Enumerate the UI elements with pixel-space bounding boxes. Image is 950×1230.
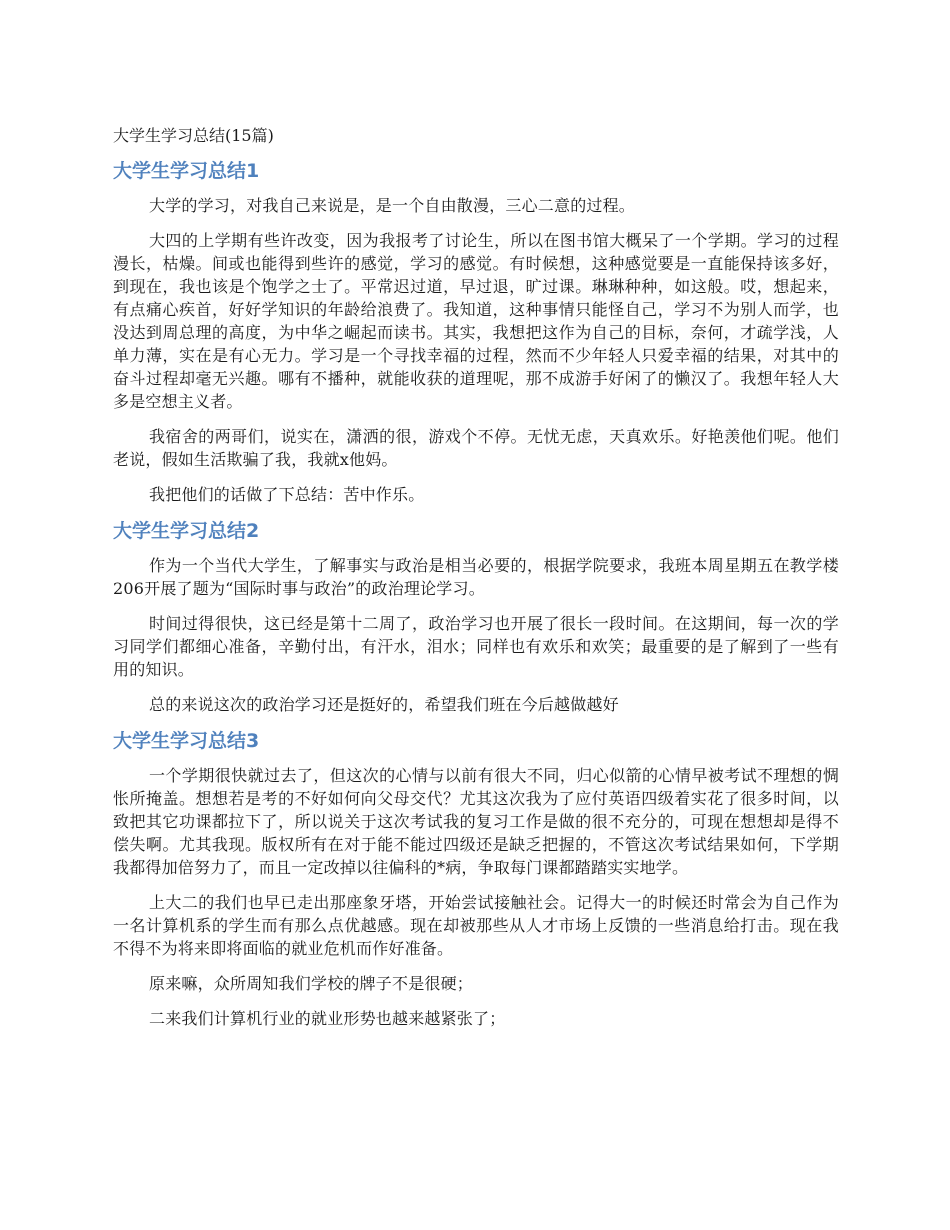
paragraph: 一个学期很快就过去了，但这次的心情与以前有很大不同，归心似箭的心情早被考试不理想的惆怅所掩盖。想想若是考的不好如何向父母交代？尤其这次我为了应付英语四级着实花了很多时间，以致把其它功课都拉下了，所以说关于这次考试我的复习工作是做的很不充分的，可现在想想却是得不偿失啊。尤其我现。版权所有在对于能不能过四级还是缺乏把握的，不管这次考试结果如何，下学期我都得加倍努力了，而且一定改掉以往偏科的*病，争取每门课都踏踏实实地学。 — [113, 766, 839, 877]
paragraph: 我把他们的话做了下总结：苦中作乐。 — [149, 485, 425, 504]
paragraph: 作为一个当代大学生，了解事实与政治是相当必要的，根据学院要求，我班本周星期五在教学楼206开展了题为“国际时事与政治”的政治理论学习。 — [113, 556, 839, 598]
paragraph: 我宿舍的两哥们，说实在，潇洒的很，游戏个不停。无忧无虑，天真欢乐。好艳羡他们呢。他们老说，假如生活欺骗了我，我就x他妈。 — [113, 427, 839, 469]
paragraph: 时间过得很快，这已经是第十二周了，政治学习也开展了很长一段时间。在这期间，每一次的学习同学们都细心准备，辛勤付出，有汗水，泪水；同样也有欢乐和欢笑；最重要的是了解到了一些有用的知识。 — [113, 614, 839, 679]
summary-section-2 — [113, 518, 839, 716]
section-heading: 大学生学习总结1 — [113, 160, 260, 182]
paragraph: 大四的上学期有些许改变，因为我报考了讨论生，所以在图书馆大概呆了一个学期。学习的过程漫长，枯燥。间或也能得到些许的感觉，学习的感觉。有时候想，这种感觉要是一直能保持该多好，到现在，我也该是个饱学之士了。平常迟过道，早过退，旷过课。琳琳种种，如这般。哎，想起来，有点痛心疾首，好好学知识的年龄给浪费了。我知道，这种事情只能怪自己，学习不为别人而学，也没达到周总理的高度，为中华之崛起而读书。其实，我想把这作为自己的目标，奈何，才疏学浅，人单力薄，实在是有心无力。学习是一个寻找幸福的过程，然而不少年轻人只爱幸福的结果，对其中的奋斗过程却毫无兴趣。哪有不播种，就能收获的道理呢，那不成游手好闲了的懒汉了。我想年轻人大多是空想主义者。 — [113, 231, 839, 411]
paragraph: 二来我们计算机行业的就业形势也越来越紧张了； — [149, 1009, 506, 1028]
section-heading: 大学生学习总结2 — [113, 520, 260, 542]
paragraph: 大学的学习，对我自己来说是，是一个自由散漫，三心二意的过程。 — [149, 196, 636, 215]
summary-section-1 — [113, 158, 839, 506]
section-heading: 大学生学习总结3 — [113, 730, 260, 752]
document-title: 大学生学习总结(15篇) — [113, 126, 274, 145]
document-page — [113, 124, 839, 1042]
summary-section-3 — [113, 728, 839, 1030]
paragraph: 原来嘛，众所周知我们学校的牌子不是很硬； — [149, 974, 474, 993]
paragraph: 总的来说这次的政治学习还是挺好的，希望我们班在今后越做越好 — [149, 695, 619, 714]
paragraph: 上大二的我们也早已走出那座象牙塔，开始尝试接触社会。记得大一的时候还时常会为自己作为一名计算机系的学生而有那么点优越感。现在却被那些从人才市场上反馈的一些消息给打击。现在我不得不为将来即将面临的就业危机而作好准备。 — [113, 893, 839, 958]
